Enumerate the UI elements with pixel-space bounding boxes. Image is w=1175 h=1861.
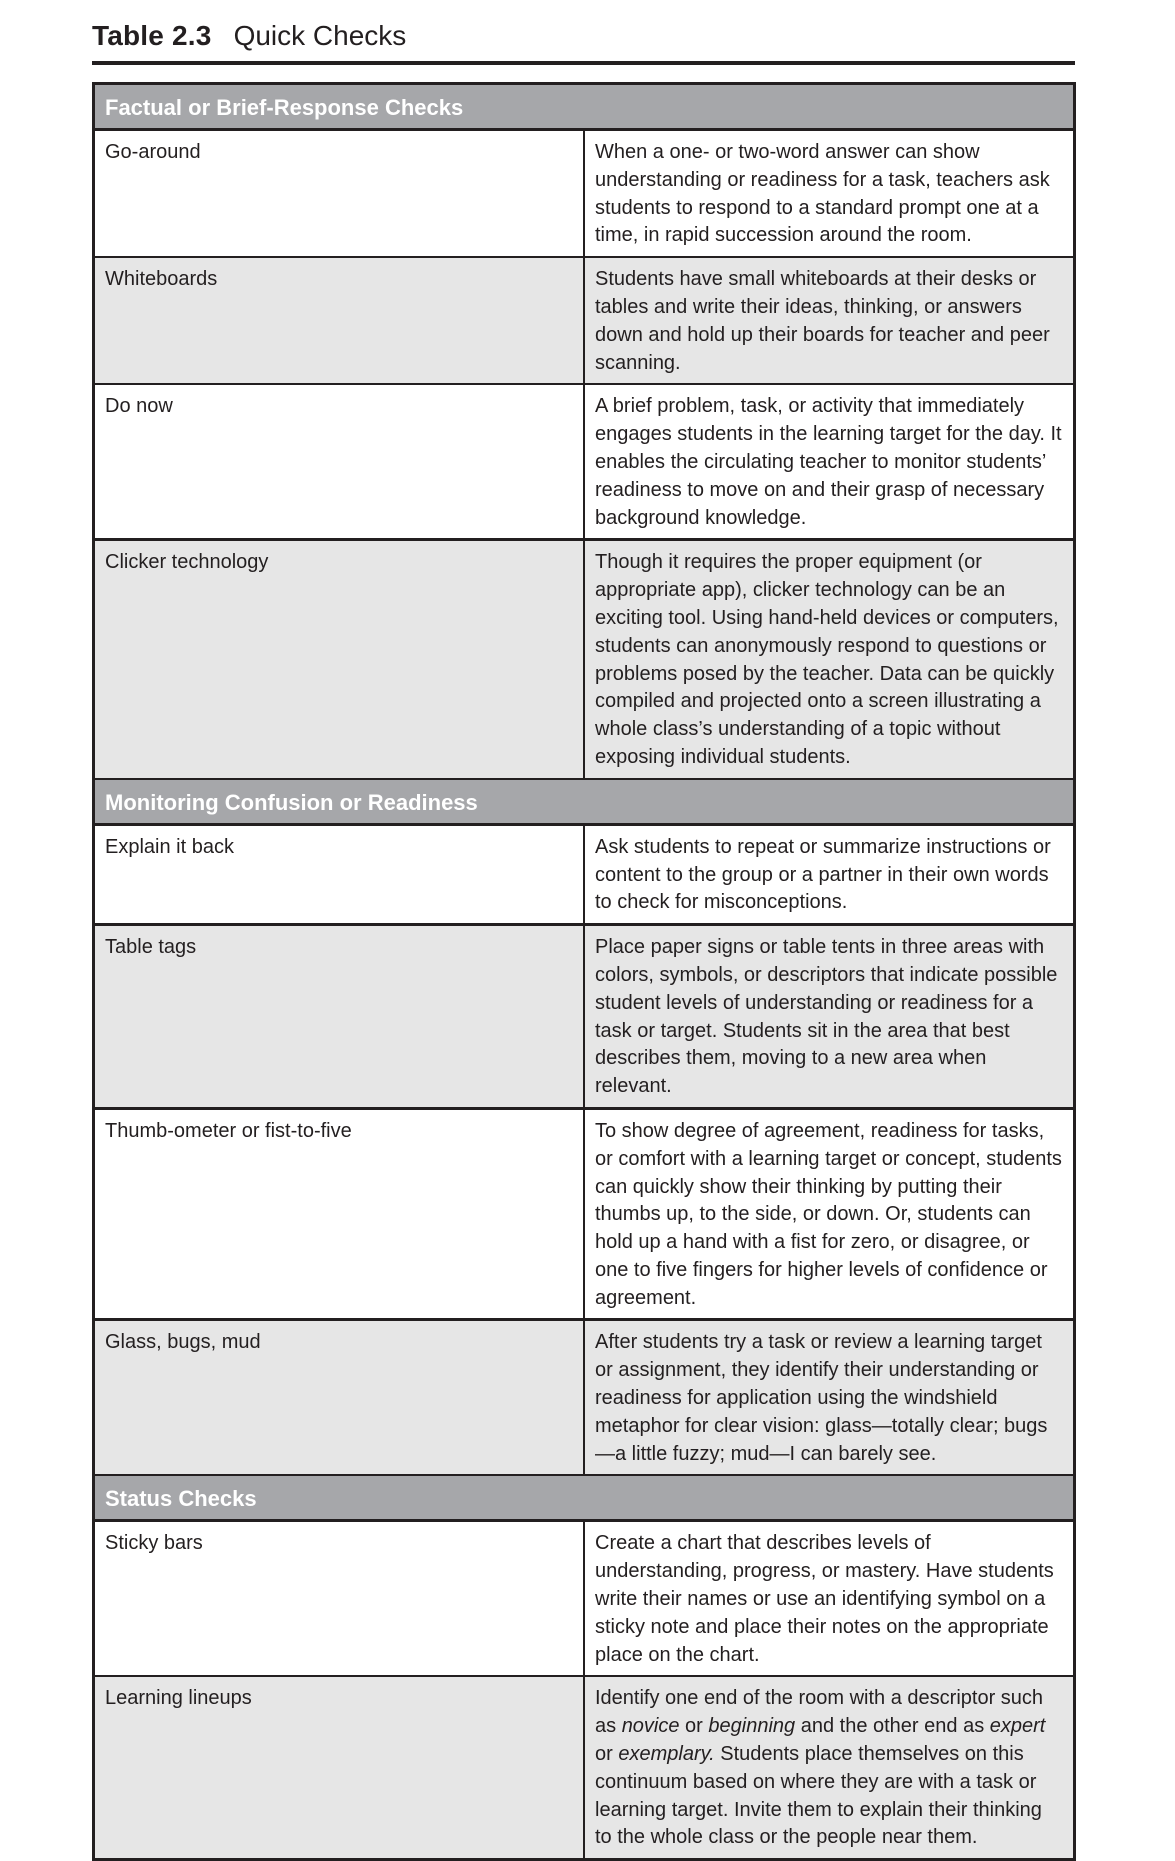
table-row <box>94 824 1075 924</box>
table-row <box>94 257 1075 384</box>
table-row <box>94 1320 1075 1475</box>
row-term: Go-around <box>94 130 585 258</box>
row-term: Thumb-ometer or fist-to-five <box>94 1108 585 1320</box>
table-row <box>94 1108 1075 1320</box>
section-header-row <box>94 84 1075 130</box>
row-term: Clicker technology <box>94 540 585 779</box>
section-header-row <box>94 779 1075 825</box>
table-row <box>94 1676 1075 1859</box>
row-term: Glass, bugs, mud <box>94 1320 585 1475</box>
row-description: Though it requires the proper equipment (or appropriate app), clicker technology can be an exciting tool. Using hand-held devices or computers, students can anonymously respond to questions or problems posed by the teacher. Data can be quickly compiled and projected onto a screen illustrating a whole class’s understanding of a topic without exposing individual students. <box>584 540 1075 779</box>
row-description-rich: Identify one end of the room with a descriptor such as novice or beginning and the other end as expert or exemplary. Students place themselves on this continuum based on where they are with a task or learning target. Invite them to explain their thinking to the whole class or the people near them. <box>584 1676 1075 1859</box>
row-term: Whiteboards <box>94 257 585 384</box>
row-description: A brief problem, task, or activity that immediately engages students in the learning target for the day. It enables the circulating teacher to monitor students’ readiness to move on and their grasp of necessary background knowledge. <box>584 384 1075 539</box>
table-number: Table 2.3 <box>92 20 212 51</box>
row-description: After students try a task or review a learning target or assignment, they identify their understanding or readiness for application using the windshield metaphor for clear vision: glass—totally clear; bugs—a little fuzzy; mud—I can barely see. <box>584 1320 1075 1475</box>
row-term: Learning lineups <box>94 1676 585 1859</box>
table-row <box>94 540 1075 779</box>
row-term: Do now <box>94 384 585 539</box>
section-header-row <box>94 1475 1075 1521</box>
title-rule <box>92 61 1075 65</box>
table-title: Quick Checks <box>233 20 407 51</box>
table-row <box>94 130 1075 258</box>
section-heading: Status Checks <box>94 1475 1075 1521</box>
table-row <box>94 1521 1075 1676</box>
row-term: Sticky bars <box>94 1521 585 1676</box>
row-description: Place paper signs or table tents in three areas with colors, symbols, or descriptors that indicate possible student levels of understanding or readiness for a task or target. Students sit in the area that best describes them, moving to a new area when relevant. <box>584 925 1075 1109</box>
row-description: Students have small whiteboards at their desks or tables and write their ideas, thinking, or answers down and hold up their boards for teacher and peer scanning. <box>584 257 1075 384</box>
section-heading: Monitoring Confusion or Readiness <box>94 779 1075 825</box>
section-heading: Factual or Brief-Response Checks <box>94 84 1075 130</box>
row-description: Ask students to repeat or summarize instructions or content to the group or a partner in their own words to check for misconceptions. <box>584 824 1075 924</box>
row-term: Table tags <box>94 925 585 1109</box>
quick-checks-table <box>92 82 1076 1861</box>
row-description: When a one- or two-word answer can show understanding or readiness for a task, teachers ask students to respond to a standard prompt one at a time, in rapid succession around the room. <box>584 130 1075 258</box>
table-caption <box>92 18 406 54</box>
row-term: Explain it back <box>94 824 585 924</box>
table-row <box>94 925 1075 1109</box>
row-description: Create a chart that describes levels of understanding, progress, or mastery. Have students write their names or use an identifying symbol on a sticky note and place their notes on the appropriate place on the chart. <box>584 1521 1075 1676</box>
table-row <box>94 384 1075 539</box>
row-description: To show degree of agreement, readiness for tasks, or comfort with a learning target or concept, students can quickly show their thinking by putting their thumbs up, to the side, or down. Or, students can hold up a hand with a fist for zero, or disagree, or one to five fingers for higher levels of confidence or agreement. <box>584 1108 1075 1320</box>
